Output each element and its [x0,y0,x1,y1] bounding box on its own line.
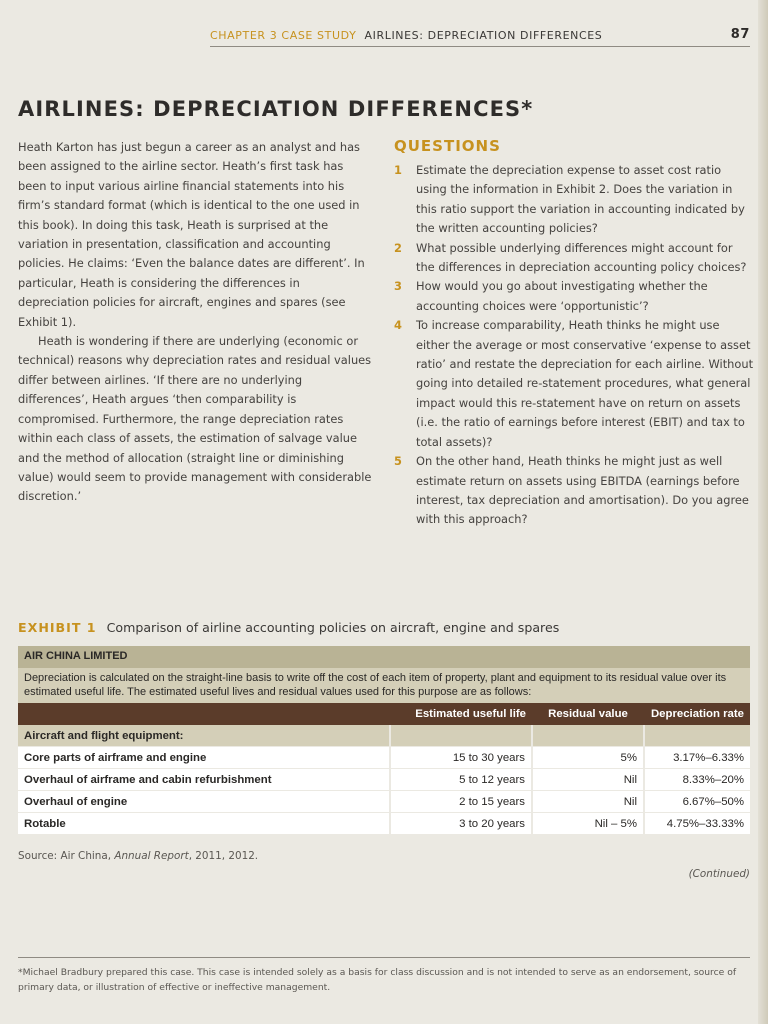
exhibit-caption [18,620,559,635]
question-text: To increase comparability, Heath thinks he might use either the average or most conservative ‘expense to asset ratio’ and restate the depreciation for each airline. Without going into detailed re-statement procedures, what general impact would this re-statement have on return on assets (i.e. the ratio of earnings before interest (EBIT) and tax to total assets)? [416,318,754,449]
question-text: How would you go about investigating whether the accounting choices were ‘opportunistic’? [416,279,708,313]
column-header-useful-life: Estimated useful life [390,703,532,725]
column-header-depreciation-rate: Depreciation rate [644,703,750,725]
source-prefix: Source: Air China, [18,850,115,862]
exhibit-source [18,850,258,862]
question-number: 2 [394,240,402,255]
table-cell: 2 to 15 years [390,791,532,813]
table-cell: 5% [532,747,644,769]
question-number: 5 [394,454,402,469]
question-text: Estimate the depreciation expense to asset cost ratio using the information in Exhibit 2. Does the variation in this ratio support the variation in accounting indicated by the written accounting policies? [416,163,745,236]
exhibit-table-block [18,646,750,834]
running-head-rule [210,46,750,47]
table-cell [390,725,532,747]
table-cell: 5 to 12 years [390,769,532,791]
table-cell: Nil [532,791,644,813]
running-head-chapter: CHAPTER 3 CASE STUDY [210,29,357,42]
table-row [18,813,750,835]
table-cell: 3 to 20 years [390,813,532,835]
table-cell: Rotable [18,813,390,835]
continued-note: (Continued) [688,868,750,880]
questions-heading: QUESTIONS [394,137,501,155]
table-cell: Core parts of airframe and engine [18,747,390,769]
page-number: 87 [730,27,750,42]
footnote: *Michael Bradbury prepared this case. This case is intended solely as a basis for class discussion and is not intended to serve as an endorsement, source of primary data, or illustration of effective or ineffective management. [18,967,737,993]
source-suffix: , 2011, 2012. [188,850,259,862]
table-cell: Overhaul of engine [18,791,390,813]
column-header-item [18,703,390,725]
exhibit-description: Depreciation is calculated on the straight-line basis to write off the cost of each item of property, plant and equipment to its residual value over its estimated useful life. The estimated useful lives and residual values used for this purpose are as follows: [18,668,750,703]
question-item [394,452,754,530]
table-group-row [18,725,750,747]
body-paragraph-1: Heath Karton has just begun a career as an analyst and has been assigned to the airline sector. Heath’s first task has been to input various airline financial statements into his firm’s standard format (which is identical to the one used in this book). In doing this task, Heath is surprised at the variation in presentation, classification and accounting policies. He claims: ‘Even the balance dates are different’. In particular, Heath is considering the differences in depreciation policies for aircraft, engines and spares (see Exhibit 1). [18,140,365,329]
question-text: What possible underlying differences might account for the differences in depreciation accounting policy choices? [416,240,747,275]
table-cell: 3.17%–6.33% [644,747,750,769]
question-number: 4 [394,318,402,333]
exhibit-company: AIR CHINA LIMITED [18,646,750,668]
table-header-row [18,703,750,725]
table-cell: Nil – 5% [532,813,644,835]
question-item [394,161,754,239]
depreciation-table [18,703,750,834]
question-item [394,239,754,278]
table-cell: 8.33%–20% [644,769,750,791]
table-row [18,791,750,813]
question-number: 3 [394,279,402,294]
table-cell [644,725,750,747]
column-header-residual-value: Residual value [532,703,644,725]
table-cell: 15 to 30 years [390,747,532,769]
case-body [18,138,374,507]
exhibit-label: EXHIBIT 1 [18,620,97,635]
source-publication: Annual Report [114,850,189,862]
table-row [18,747,750,769]
question-item [394,277,754,316]
table-row [18,769,750,791]
questions-section [394,137,754,530]
question-text: On the other hand, Heath thinks he might just as well estimate return on assets using EBITDA (earnings before interest, tax depreciation and amortisation). Do you agree with this approach? [416,454,749,527]
running-head-title: AIRLINES: DEPRECIATION DIFFERENCES [364,29,603,42]
body-paragraph-2: Heath is wondering if there are underlying (economic or technical) reasons why depreciation rates and residual values differ between airlines. ‘If there are no underlying differences’, Heath argues ‘then comparability is compromised. Furthermore, the range depreciation rates within each class of assets, the estimation of salvage value and the method of allocation (straight line or diminishing value) would seem to provide management with considerable discretion.’ [18,334,372,504]
table-cell: Overhaul of airframe and cabin refurbishment [18,769,390,791]
page-edge [758,0,768,1024]
table-cell: 4.75%–33.33% [644,813,750,835]
table-cell [532,725,644,747]
group-label: Aircraft and flight equipment: [18,725,390,747]
exhibit-caption-text: Comparison of airline accounting policies on aircraft, engine and spares [106,620,560,635]
running-head [210,29,750,45]
question-number: 1 [394,163,402,177]
question-item [394,316,754,452]
footnote-rule [18,957,750,958]
case-title: AIRLINES: DEPRECIATION DIFFERENCES* [18,97,534,121]
table-cell: 6.67%–50% [644,791,750,813]
table-cell: Nil [532,769,644,791]
